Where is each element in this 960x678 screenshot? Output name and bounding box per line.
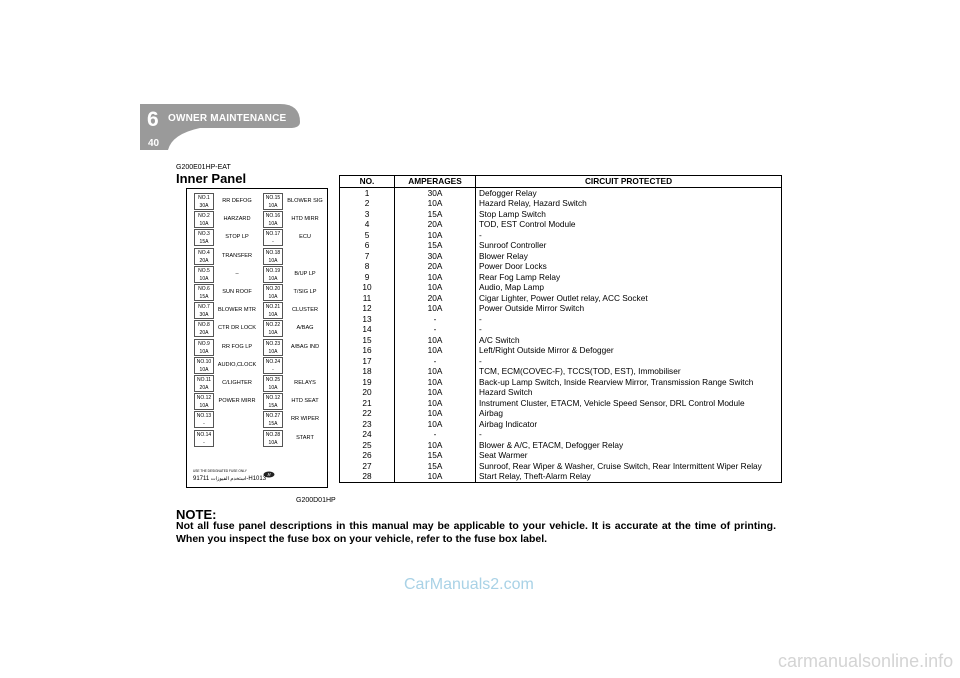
table-row bbox=[340, 240, 782, 251]
table-row bbox=[340, 314, 782, 325]
table-row bbox=[340, 387, 782, 398]
cell-circuit: Hazard Switch bbox=[476, 387, 782, 398]
cell-no: 13 bbox=[340, 314, 395, 325]
fuse-amperage: 10A bbox=[268, 385, 278, 391]
diagram-code: G200D01HP bbox=[296, 497, 336, 504]
cell-no: 25 bbox=[340, 440, 395, 451]
fuse-amperage: 10A bbox=[268, 294, 278, 300]
fuse-amperage: 10A bbox=[268, 312, 278, 319]
diagram-note: USE THE DESIGNATED FUSE ONLY bbox=[193, 469, 247, 473]
header-band bbox=[0, 0, 960, 150]
cell-no: 21 bbox=[340, 398, 395, 409]
fuse-label: A/BAG bbox=[296, 325, 314, 332]
header-circuit: CIRCUIT PROTECTED bbox=[476, 176, 782, 188]
fuse-cell bbox=[263, 266, 283, 283]
cell-no: 5 bbox=[340, 230, 395, 241]
table-row bbox=[340, 324, 782, 335]
cell-amperage: 15A bbox=[395, 461, 476, 472]
fuse-table bbox=[339, 175, 782, 483]
table-row bbox=[340, 230, 782, 241]
fuse-number: NO.23 bbox=[265, 340, 281, 347]
fuse-label: RR FOG LP bbox=[221, 343, 253, 350]
fuse-label: RR WIPER bbox=[291, 416, 319, 423]
table-row bbox=[340, 356, 782, 367]
fuse-label: HTD SEAT bbox=[291, 398, 319, 405]
cell-no: 20 bbox=[340, 387, 395, 398]
fuse-amperage: 10A bbox=[199, 348, 209, 355]
fuse-amperage: 30A bbox=[199, 312, 209, 319]
fuse-amperage: 10A bbox=[199, 366, 209, 373]
cell-circuit: Audio, Map Lamp bbox=[476, 282, 782, 293]
fuse-cell bbox=[194, 266, 214, 283]
cell-no: 18 bbox=[340, 366, 395, 377]
cell-no: 22 bbox=[340, 408, 395, 419]
fuse-cell bbox=[194, 393, 214, 410]
cell-no: 8 bbox=[340, 261, 395, 272]
note-title: NOTE: bbox=[176, 507, 217, 522]
fuse-label: TRANSFER bbox=[221, 252, 253, 259]
table-row bbox=[340, 261, 782, 272]
cell-circuit: - bbox=[476, 356, 782, 367]
fuse-cell bbox=[194, 193, 214, 210]
cell-circuit: - bbox=[476, 429, 782, 440]
fuse-cell bbox=[263, 320, 283, 337]
cell-no: 4 bbox=[340, 219, 395, 230]
table-header-row bbox=[340, 176, 782, 188]
fuse-amperage: 20A bbox=[199, 330, 209, 337]
table-row bbox=[340, 440, 782, 451]
fuse-amperage: 20A bbox=[199, 257, 209, 264]
table-row bbox=[340, 471, 782, 482]
fuse-cell bbox=[263, 339, 283, 356]
cell-amperage: 15A bbox=[395, 450, 476, 461]
fuse-panel-grid bbox=[191, 193, 323, 465]
cell-amperage: 10A bbox=[395, 272, 476, 283]
table-row bbox=[340, 345, 782, 356]
fuse-amperage: - bbox=[203, 421, 205, 428]
cell-amperage: 10A bbox=[395, 366, 476, 377]
cell-amperage: 30A bbox=[395, 251, 476, 262]
fuse-number: NO.12 bbox=[196, 395, 212, 402]
cell-no: 17 bbox=[340, 356, 395, 367]
fuse-label: CLUSTER bbox=[291, 307, 319, 314]
fuse-cell bbox=[194, 302, 214, 319]
cell-no: 24 bbox=[340, 429, 395, 440]
fuse-number: NO.6 bbox=[198, 286, 210, 292]
section-title: Inner Panel bbox=[176, 171, 247, 186]
fuse-number: NO.16 bbox=[265, 213, 281, 220]
fuse-number: NO.11 bbox=[196, 377, 212, 383]
fuse-label: POWER MIRR bbox=[218, 398, 256, 405]
table-row bbox=[340, 366, 782, 377]
fuse-cell bbox=[263, 411, 283, 428]
fuse-number: NO.7 bbox=[198, 304, 210, 311]
diagram-arabic-text-icon: استخدم الفيوزات bbox=[210, 476, 247, 482]
fuse-label: – bbox=[235, 270, 239, 277]
page-number: 40 bbox=[148, 138, 160, 149]
table-row bbox=[340, 419, 782, 430]
fuse-cell bbox=[194, 375, 214, 392]
chapter-number: 6 bbox=[147, 108, 159, 131]
fuse-number: NO.14 bbox=[196, 431, 212, 438]
table-row bbox=[340, 408, 782, 419]
cell-amperage: 20A bbox=[395, 219, 476, 230]
section-code: G200E01HP-EAT bbox=[176, 164, 231, 171]
table-row bbox=[340, 198, 782, 209]
fuse-cell bbox=[194, 248, 214, 265]
fuse-number: NO.17 bbox=[265, 231, 281, 238]
cell-circuit: Power Outside Mirror Switch bbox=[476, 303, 782, 314]
cell-circuit: Stop Lamp Switch bbox=[476, 209, 782, 220]
fuse-amperage: 10A bbox=[268, 275, 278, 282]
fuse-amperage: 10A bbox=[268, 203, 278, 209]
cell-amperage: 10A bbox=[395, 377, 476, 388]
table-row bbox=[340, 450, 782, 461]
fuse-number: NO.4 bbox=[198, 249, 210, 256]
table-row bbox=[340, 209, 782, 220]
cell-circuit: Instrument Cluster, ETACM, Vehicle Speed Sensor, DRL Control Module bbox=[476, 398, 782, 409]
cell-amperage: 10A bbox=[395, 198, 476, 209]
cell-circuit: TOD, EST Control Module bbox=[476, 219, 782, 230]
fuse-label: T/SIG LP bbox=[293, 289, 317, 295]
cell-circuit: - bbox=[476, 324, 782, 335]
cell-no: 16 bbox=[340, 345, 395, 356]
fuse-cell bbox=[194, 357, 214, 374]
fuse-label: RR DEFOG bbox=[222, 198, 252, 204]
fuse-number: NO.1 bbox=[198, 195, 210, 201]
fuse-cell bbox=[263, 430, 283, 447]
fuse-number: NO.25 bbox=[265, 377, 281, 383]
table-row bbox=[340, 187, 782, 198]
cell-circuit: Defogger Relay bbox=[476, 187, 782, 198]
fuse-number: NO.18 bbox=[265, 249, 281, 256]
cell-amperage: 10A bbox=[395, 303, 476, 314]
cell-amperage: 10A bbox=[395, 398, 476, 409]
fuse-cell bbox=[263, 357, 283, 374]
fuse-amperage: 15A bbox=[268, 421, 278, 428]
fuse-cell bbox=[263, 229, 283, 246]
cell-amperage: 10A bbox=[395, 387, 476, 398]
fuse-amperage: 15A bbox=[268, 403, 278, 410]
fuse-label: AUDIO,CLOCK bbox=[217, 361, 257, 368]
fuse-label: BLOWER MTR bbox=[218, 307, 256, 314]
fuse-cell bbox=[194, 430, 214, 447]
cell-amperage: 20A bbox=[395, 293, 476, 304]
chapter-title: OWNER MAINTENANCE bbox=[168, 113, 287, 124]
header-amperages: AMPERAGES bbox=[395, 176, 476, 188]
cell-amperage: - bbox=[395, 314, 476, 325]
cell-no: 12 bbox=[340, 303, 395, 314]
table-row bbox=[340, 461, 782, 472]
cell-amperage: 30A bbox=[395, 187, 476, 198]
fuse-amperage: 10A bbox=[268, 348, 278, 355]
cell-circuit: Back-up Lamp Switch, Inside Rearview Mirror, Transmission Range Switch bbox=[476, 377, 782, 388]
table-row bbox=[340, 219, 782, 230]
fuse-amperage: 10A bbox=[268, 221, 278, 228]
fuse-number: NO.27 bbox=[265, 413, 281, 420]
cell-no: 10 bbox=[340, 282, 395, 293]
fuse-cell bbox=[194, 211, 214, 228]
fuse-panel-diagram bbox=[186, 188, 328, 488]
cell-no: 28 bbox=[340, 471, 395, 482]
fuse-number: NO.3 bbox=[198, 231, 210, 238]
cell-no: 6 bbox=[340, 240, 395, 251]
cell-amperage: 10A bbox=[395, 345, 476, 356]
cell-no: 2 bbox=[340, 198, 395, 209]
fuse-label: START bbox=[296, 434, 314, 441]
fuse-number: NO.8 bbox=[198, 322, 210, 329]
cell-circuit: Airbag bbox=[476, 408, 782, 419]
fuse-cell bbox=[194, 320, 214, 337]
cell-circuit: Blower Relay bbox=[476, 251, 782, 262]
fuse-label: A/BAG IND bbox=[290, 343, 320, 350]
cell-circuit: Rear Fog Lamp Relay bbox=[476, 272, 782, 283]
watermark-carmanualsonline[interactable]: carmanualsonline.info bbox=[778, 651, 954, 671]
cell-no: 26 bbox=[340, 450, 395, 461]
cell-no: 14 bbox=[340, 324, 395, 335]
cell-amperage: - bbox=[395, 324, 476, 335]
fuse-label: HARZARD bbox=[223, 216, 251, 223]
fuse-amperage: 10A bbox=[199, 275, 209, 282]
cell-no: 23 bbox=[340, 419, 395, 430]
fuse-number: NO.22 bbox=[265, 322, 281, 329]
table-row bbox=[340, 377, 782, 388]
fuse-cell bbox=[263, 375, 283, 392]
diagram-part-number bbox=[193, 476, 266, 482]
cell-no: 19 bbox=[340, 377, 395, 388]
fuse-cell bbox=[263, 211, 283, 228]
cell-amperage: 15A bbox=[395, 209, 476, 220]
cell-amperage: 15A bbox=[395, 240, 476, 251]
cell-circuit: - bbox=[476, 230, 782, 241]
fuse-cell bbox=[263, 248, 283, 265]
fuse-number: NO.5 bbox=[198, 267, 210, 274]
fuse-amperage: 10A bbox=[268, 439, 278, 446]
table-row bbox=[340, 251, 782, 262]
watermark-carmanuals2[interactable]: CarManuals2.com bbox=[404, 576, 534, 593]
part-number: 91711-H1013 bbox=[193, 476, 267, 482]
fuse-label: STOP LP bbox=[225, 234, 249, 241]
cell-no: 7 bbox=[340, 251, 395, 262]
fuse-cell bbox=[194, 339, 214, 356]
fuse-number: NO.20 bbox=[265, 286, 281, 292]
cell-circuit: Start Relay, Theft-Alarm Relay bbox=[476, 471, 782, 482]
cell-circuit: Blower & A/C, ETACM, Defogger Relay bbox=[476, 440, 782, 451]
cell-amperage: 10A bbox=[395, 440, 476, 451]
note-body: Not all fuse panel descriptions in this manual may be applicable to your vehicle. It is accurate at the time of printing. When you inspect the fuse box on your vehicle, refer to the fuse box label. bbox=[176, 520, 776, 545]
cell-amperage: - bbox=[395, 429, 476, 440]
table-row bbox=[340, 335, 782, 346]
table-row bbox=[340, 272, 782, 283]
fuse-number: NO.24 bbox=[265, 358, 281, 365]
cell-amperage: 10A bbox=[395, 230, 476, 241]
cell-amperage: 10A bbox=[395, 408, 476, 419]
fuse-label: ECU bbox=[299, 234, 311, 241]
fuse-cell bbox=[263, 393, 283, 410]
cell-circuit: - bbox=[476, 314, 782, 325]
fuse-label: SUN ROOF bbox=[222, 289, 252, 295]
cell-circuit: Sunroof, Rear Wiper & Washer, Cruise Switch, Rear Intermittent Wiper Relay bbox=[476, 461, 782, 472]
cell-no: 1 bbox=[340, 187, 395, 198]
fuse-number: NO.13 bbox=[196, 413, 212, 420]
fuse-number: NO.21 bbox=[265, 304, 281, 311]
fuse-cell bbox=[263, 302, 283, 319]
table-row bbox=[340, 282, 782, 293]
svg-text:H: H bbox=[267, 472, 271, 477]
cell-circuit: Seat Warmer bbox=[476, 450, 782, 461]
fuse-label: RELAYS bbox=[294, 380, 316, 386]
fuse-label: BLOWER SIG bbox=[287, 198, 323, 204]
fuse-number: NO.9 bbox=[198, 340, 210, 347]
fuse-number: NO.12 bbox=[265, 395, 281, 402]
cell-circuit: Hazard Relay, Hazard Switch bbox=[476, 198, 782, 209]
table-row bbox=[340, 293, 782, 304]
cell-no: 3 bbox=[340, 209, 395, 220]
fuse-number: NO.10 bbox=[196, 358, 212, 365]
fuse-amperage: 20A bbox=[199, 385, 209, 391]
fuse-label: B/UP LP bbox=[294, 270, 316, 277]
header-no: NO. bbox=[340, 176, 395, 188]
fuse-amperage: - bbox=[203, 439, 205, 446]
cell-amperage: 20A bbox=[395, 261, 476, 272]
fuse-label: HTD MIRR bbox=[291, 216, 319, 223]
fuse-cell bbox=[194, 284, 214, 301]
fuse-amperage: - bbox=[272, 366, 274, 373]
fuse-label: C/LIGHTER bbox=[222, 380, 252, 386]
fuse-number: NO.28 bbox=[265, 431, 281, 438]
fuse-amperage: 10A bbox=[199, 403, 209, 410]
fuse-cell bbox=[194, 229, 214, 246]
fuse-amperage: 15A bbox=[199, 239, 209, 246]
fuse-number: NO.15 bbox=[265, 195, 281, 201]
fuse-amperage: 10A bbox=[268, 257, 278, 264]
fuse-number: NO.19 bbox=[265, 267, 281, 274]
fuse-number: NO.2 bbox=[198, 213, 210, 220]
table-row bbox=[340, 429, 782, 440]
fuse-amperage: 15A bbox=[199, 294, 209, 300]
cell-circuit: Sunroof Controller bbox=[476, 240, 782, 251]
fuse-cell bbox=[194, 411, 214, 428]
cell-circuit: A/C Switch bbox=[476, 335, 782, 346]
fuse-label: CTR DR LOCK bbox=[218, 325, 256, 332]
cell-amperage: - bbox=[395, 356, 476, 367]
cell-amperage: 10A bbox=[395, 282, 476, 293]
cell-no: 11 bbox=[340, 293, 395, 304]
fuse-amperage: 30A bbox=[199, 203, 209, 209]
cell-no: 9 bbox=[340, 272, 395, 283]
fuse-cell bbox=[263, 284, 283, 301]
fuse-amperage: - bbox=[272, 239, 274, 246]
cell-circuit: Airbag Indicator bbox=[476, 419, 782, 430]
table-row bbox=[340, 398, 782, 409]
fuse-cell bbox=[263, 193, 283, 210]
fuse-amperage: 10A bbox=[199, 221, 209, 228]
cell-circuit: Power Door Locks bbox=[476, 261, 782, 272]
cell-circuit: TCM, ECM(COVEC-F), TCCS(TOD, EST), Immobiliser bbox=[476, 366, 782, 377]
cell-no: 27 bbox=[340, 461, 395, 472]
cell-amperage: 10A bbox=[395, 471, 476, 482]
cell-no: 15 bbox=[340, 335, 395, 346]
cell-circuit: Cigar Lighter, Power Outlet relay, ACC Socket bbox=[476, 293, 782, 304]
cell-circuit: Left/Right Outside Mirror & Defogger bbox=[476, 345, 782, 356]
cell-amperage: 10A bbox=[395, 335, 476, 346]
cell-amperage: 10A bbox=[395, 419, 476, 430]
table-row bbox=[340, 303, 782, 314]
fuse-amperage: 10A bbox=[268, 330, 278, 337]
